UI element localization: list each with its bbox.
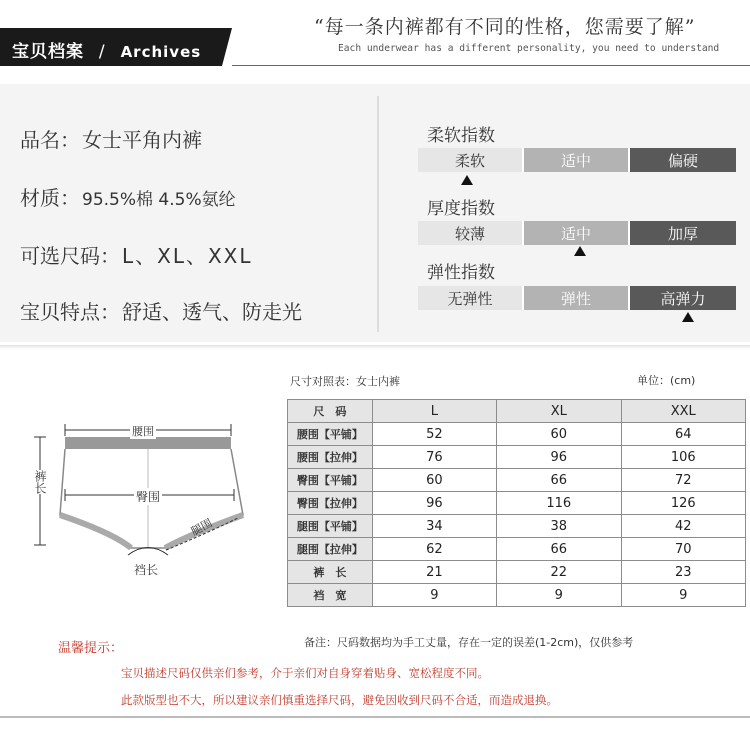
size-chart-table (287, 399, 746, 607)
diagram-hip-label: 臀围 (136, 490, 161, 504)
tip-line-2: 此款版型也不大，所以建议亲们慎重选择尺码，避免因收到尺码不合适，而造成退换。 (121, 693, 558, 707)
table-row (288, 423, 746, 446)
features-line (20, 296, 302, 325)
measurement-note: 备注：尺码数据均为手工丈量，存在一定的误差(1-2cm)，仅供参考 (304, 636, 634, 649)
bottom-rule (0, 716, 750, 718)
sizes-label: 可选尺码： (20, 244, 120, 268)
header-rule (232, 65, 750, 66)
table-cell: 9 (497, 584, 621, 607)
diagram-length-label: 裤长 (33, 470, 47, 494)
header-size-l: L (372, 400, 496, 423)
size-chart-caption: 尺寸对照表：女士内裤 (290, 375, 400, 388)
row-label: 腰围【拉伸】 (288, 446, 373, 469)
section-divider (0, 345, 750, 349)
thickness-level-3: 加厚 (630, 221, 736, 245)
table-header-row (288, 400, 746, 423)
thickness-marker-icon (574, 246, 586, 256)
diagram-leg-label: 腿围 (188, 516, 215, 539)
table-cell: 96 (372, 492, 496, 515)
softness-marker-icon (461, 175, 473, 185)
material-value: 95.5%棉 4.5%氨纶 (82, 190, 236, 210)
features-label: 宝贝特点： (20, 300, 120, 324)
elasticity-level-3: 高弹力 (630, 286, 736, 310)
table-cell: 64 (621, 423, 745, 446)
elasticity-level-2: 弹性 (524, 286, 630, 310)
header-quote-english: Each underwear has a different personality, you need to understand (338, 43, 720, 54)
row-label: 腰围【平铺】 (288, 423, 373, 446)
table-cell: 66 (497, 538, 621, 561)
header-size-label: 尺 码 (288, 400, 373, 423)
table-cell: 72 (621, 469, 745, 492)
softness-index-bar (418, 148, 736, 172)
header-size-xxl: XXL (621, 400, 745, 423)
row-label: 腿围【拉伸】 (288, 538, 373, 561)
row-label: 臀围【拉伸】 (288, 492, 373, 515)
thickness-level-2: 适中 (524, 221, 630, 245)
features-value: 舒适、透气、防走光 (122, 300, 302, 324)
section-title: 宝贝档案 / Archives (12, 42, 202, 62)
elasticity-level-1: 无弹性 (418, 286, 524, 310)
table-cell: 60 (372, 469, 496, 492)
table-cell: 21 (372, 561, 496, 584)
table-row (288, 492, 746, 515)
product-name-line (20, 124, 202, 153)
table-cell: 106 (621, 446, 745, 469)
table-cell: 23 (621, 561, 745, 584)
diagram-crotch-label: 裆长 (134, 563, 159, 577)
row-label: 臀围【平铺】 (288, 469, 373, 492)
thickness-index-title: 厚度指数 (427, 199, 495, 219)
table-row (288, 561, 746, 584)
size-chart-unit: 单位：(cm) (637, 374, 696, 387)
elasticity-marker-icon (682, 312, 694, 322)
table-row (288, 515, 746, 538)
table-cell: 76 (372, 446, 496, 469)
elasticity-index-bar (418, 286, 736, 310)
softness-level-2: 适中 (524, 148, 630, 172)
row-label: 裤 长 (288, 561, 373, 584)
table-cell: 62 (372, 538, 496, 561)
table-cell: 126 (621, 492, 745, 515)
sizes-value: L、XL、XXL (122, 244, 253, 268)
table-cell: 38 (497, 515, 621, 538)
table-cell: 22 (497, 561, 621, 584)
product-name-label: 品名： (20, 128, 80, 152)
tip-title: 温馨提示： (58, 641, 124, 656)
row-label: 腿围【平铺】 (288, 515, 373, 538)
tip-line-1: 宝贝描述尺码仅供亲们参考，介于亲们对自身穿着贴身、宽松程度不同。 (121, 666, 489, 680)
thickness-level-1: 较薄 (418, 221, 524, 245)
table-row (288, 446, 746, 469)
softness-index-title: 柔软指数 (427, 126, 495, 146)
header-quote: “每一条内裤都有不同的性格，您需要了解” (314, 16, 696, 38)
table-cell: 60 (497, 423, 621, 446)
panel-divider (377, 96, 379, 332)
product-name-value: 女士平角内裤 (82, 128, 202, 152)
table-cell: 116 (497, 492, 621, 515)
table-row (288, 584, 746, 607)
table-row (288, 538, 746, 561)
material-line (20, 182, 236, 211)
table-cell: 96 (497, 446, 621, 469)
table-cell: 9 (372, 584, 496, 607)
sizes-line (20, 240, 253, 269)
table-cell: 70 (621, 538, 745, 561)
header-size-xl: XL (497, 400, 621, 423)
material-label: 材质： (20, 186, 80, 210)
table-cell: 34 (372, 515, 496, 538)
softness-level-1: 柔软 (418, 148, 524, 172)
row-label: 裆 宽 (288, 584, 373, 607)
elasticity-index-title: 弹性指数 (427, 263, 495, 283)
softness-level-3: 偏硬 (630, 148, 736, 172)
thickness-index-bar (418, 221, 736, 245)
diagram-waist-label: 腰围 (132, 425, 154, 438)
table-cell: 52 (372, 423, 496, 446)
table-cell: 42 (621, 515, 745, 538)
table-cell: 66 (497, 469, 621, 492)
table-row (288, 469, 746, 492)
table-cell: 9 (621, 584, 745, 607)
